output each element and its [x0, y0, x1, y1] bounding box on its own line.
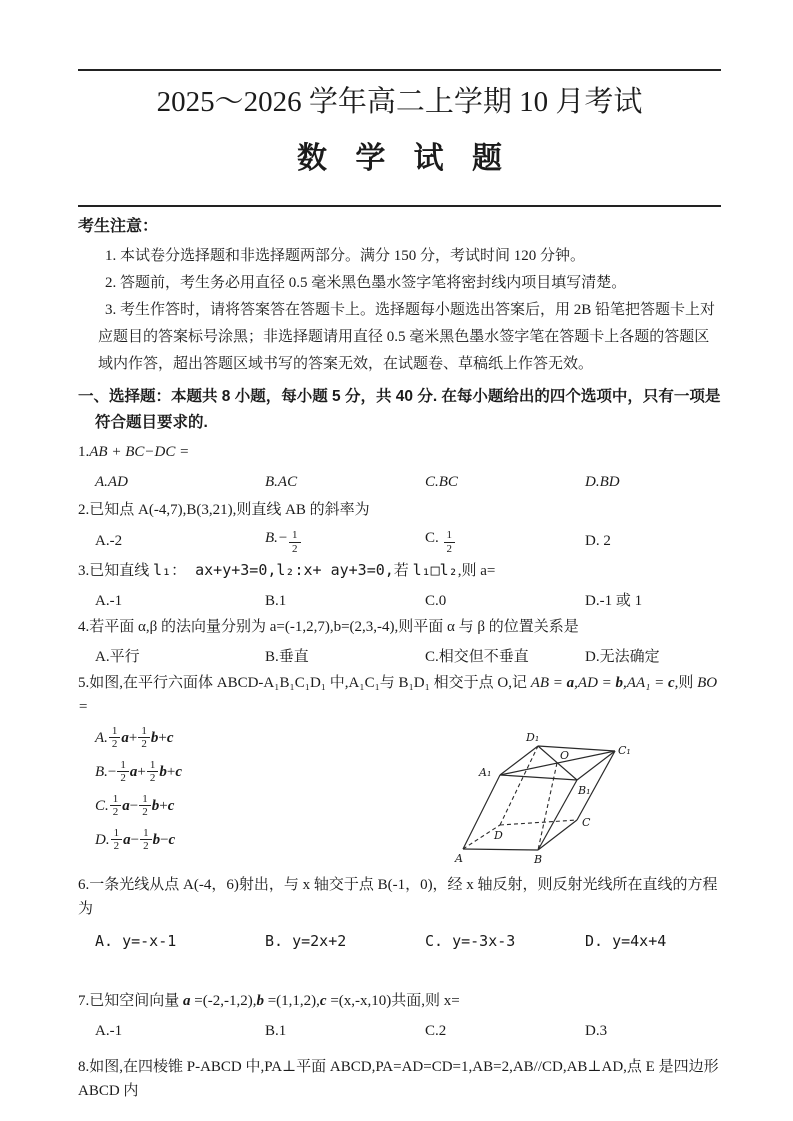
question-2-stem: 2.已知点 A(-4,7),B(3,21),则直线 AB 的斜率为: [78, 502, 370, 518]
question-1-stem: [78, 440, 721, 464]
option-c: C. $\frac{1}{2}$ a − $\frac{1}{2}$ b + c: [95, 792, 175, 819]
notice-item-1: 1. 本试卷分选择题和非选择题两部分。满分 150 分，考试时间 120 分钟。: [105, 248, 586, 264]
notice-item-2: 2. 答题前，考生务必用直径 0.5 毫米黑色墨水签字笔将密封线内项目填写清楚。: [105, 275, 627, 291]
vertex-label-c1: C₁: [618, 744, 631, 757]
question-7-options: [78, 1019, 721, 1043]
question-6-options: [78, 929, 721, 953]
option-d: D. y=4x+4: [585, 932, 667, 950]
option-b: B. − $\frac{1}{2}$ a + $\frac{1}{2}$ b + c: [95, 758, 182, 785]
option-a: A.-1: [95, 593, 123, 609]
question-8-stem: 8.如图,在四棱锥 P-ABCD 中,PA⊥平面 ABCD,PA=AD=CD=1,AB=2,AB//CD,AB⊥AD,点 E 是四边形 ABCD 内: [78, 1059, 719, 1099]
notice-heading: 考生注意：: [78, 218, 159, 235]
question-3-stem: 3.已知直线 l₁： ax+y+3=0,l₂:x+ ay+3=0,若 l₁□l₂,则 a=: [78, 561, 496, 579]
option-d: D. 2: [585, 533, 611, 549]
option-c: C. $\frac{1}{2}$: [425, 526, 585, 555]
vertex-label-d: D: [494, 829, 503, 842]
line-equations: l₁： ax+y+3=0,l₂:x+ ay+3=0,: [153, 561, 394, 579]
vertex-label-o: O: [560, 749, 570, 762]
vertex-label-d1: D₁: [526, 731, 540, 744]
fraction: $\frac{1}{2}$: [147, 759, 159, 786]
question-6-stem: 6.一条光线从点 A(-4，6)射出，与 x 轴交于点 B(-1，0)，经 x 轴反射，则反射光线所在直线的方程为: [78, 877, 718, 917]
question-4-stem: 4.若平面 α,β 的法向量分别为 a=(-1,2,7),b=(2,3,-4),则平面 α 与 β 的位置关系是: [78, 619, 579, 635]
fraction: $\frac{1}{2}$: [111, 827, 123, 854]
parallelepiped-figure: [450, 721, 665, 866]
option-a: A.-1: [95, 1023, 123, 1039]
fraction: $\frac{1}{2}$: [140, 827, 152, 854]
fraction: $\frac{1}{2}$: [117, 759, 129, 786]
option-c: C.BC: [425, 474, 458, 490]
option-b: B.AC: [265, 474, 298, 490]
option-a: A.平行: [95, 649, 140, 665]
option-d: D. $\frac{1}{2}$ a − $\frac{1}{2}$ b − c: [95, 826, 176, 853]
option-b: B.1: [265, 593, 287, 609]
option-c: C.2: [425, 1023, 447, 1039]
option-a: A.AD: [95, 474, 128, 490]
notice-item-3: 3. 考生作答时，请将答案答在答题卡上。选择题每小题选出答案后，用 2B 铅笔把答题卡上对应题目的答案标号涂黑；非选择题请用直径 0.5 毫米黑色墨水签字笔在答题卡上各题的答题区域内作答，超出答题区域书写的答案无效，在试题卷、草稿纸上作答无效。: [98, 302, 716, 372]
option-b: B. y=2x+2: [265, 932, 347, 950]
option-b: B.1: [265, 1023, 287, 1039]
question-2-options: [78, 524, 721, 558]
option-d: D.-1 或 1: [585, 593, 643, 609]
question-5-body: [78, 721, 721, 866]
option-c: C.0: [425, 593, 447, 609]
header-divider-rule: [78, 205, 721, 207]
section-heading: 一、选择题：本题共 8 小题，每小题 5 分，共 40 分. 在每小题给出的四个选项中，只有一项是符合题目要求的.: [78, 388, 721, 431]
option-d: D.无法确定: [585, 649, 660, 665]
option-c: C.相交但不垂直: [425, 649, 529, 665]
fraction: $\frac{1}{2}$: [138, 725, 150, 752]
question-number: 1.: [78, 444, 90, 460]
vertex-label-b1: B₁: [578, 784, 591, 797]
option-a: A. $\frac{1}{2}$ a + $\frac{1}{2}$ b + c: [95, 724, 174, 751]
option-d: D.3: [585, 1023, 608, 1039]
question-4-options: [78, 645, 721, 669]
fraction: $\frac{1}{2}$: [109, 725, 121, 752]
option-c: C. y=-3x-3: [425, 932, 516, 950]
fraction: $\frac{1}{2}$: [110, 793, 122, 820]
fraction: $\frac{1}{2}$: [444, 529, 456, 556]
option-a: A. y=-x-1: [95, 932, 177, 950]
top-rule: [78, 69, 721, 71]
fraction: $\frac{1}{2}$: [139, 793, 151, 820]
vertex-label-a1: A₁: [479, 766, 492, 779]
vertex-label-a: A: [455, 852, 463, 865]
fraction: $\frac{1}{2}$: [289, 529, 301, 556]
option-d: D.BD: [585, 474, 620, 490]
option-b: B.垂直: [265, 649, 309, 665]
question-7-stem: 7.已知空间向量 a =(-2,-1,2),b =(1,1,2),c =(x,-x,10)共面,则 x=: [78, 993, 460, 1009]
option-a: A.-2: [95, 533, 123, 549]
question-1-options: [78, 470, 721, 494]
line-relation: l₁□l₂: [412, 561, 458, 579]
vertex-label-c: C: [582, 816, 591, 829]
question-3-options: [78, 589, 721, 613]
vertex-label-b: B: [534, 853, 543, 866]
question-5-stem: 5.如图,在平行六面体 ABCD-A₁B₁C₁D₁ 中,A₁C₁与 B₁D₁ 相交于点 O,记 AB = a,AD = b,AA₁ = c,则 BO =: [78, 675, 718, 715]
exam-subtitle: 数 学 试 题: [296, 142, 512, 175]
question-1-expression: AB + BC−DC =: [89, 444, 190, 460]
option-b: B.− $\frac{1}{2}$: [265, 526, 425, 555]
page-title: 2025～2026 学年高二上学期 10 月考试: [156, 86, 643, 118]
